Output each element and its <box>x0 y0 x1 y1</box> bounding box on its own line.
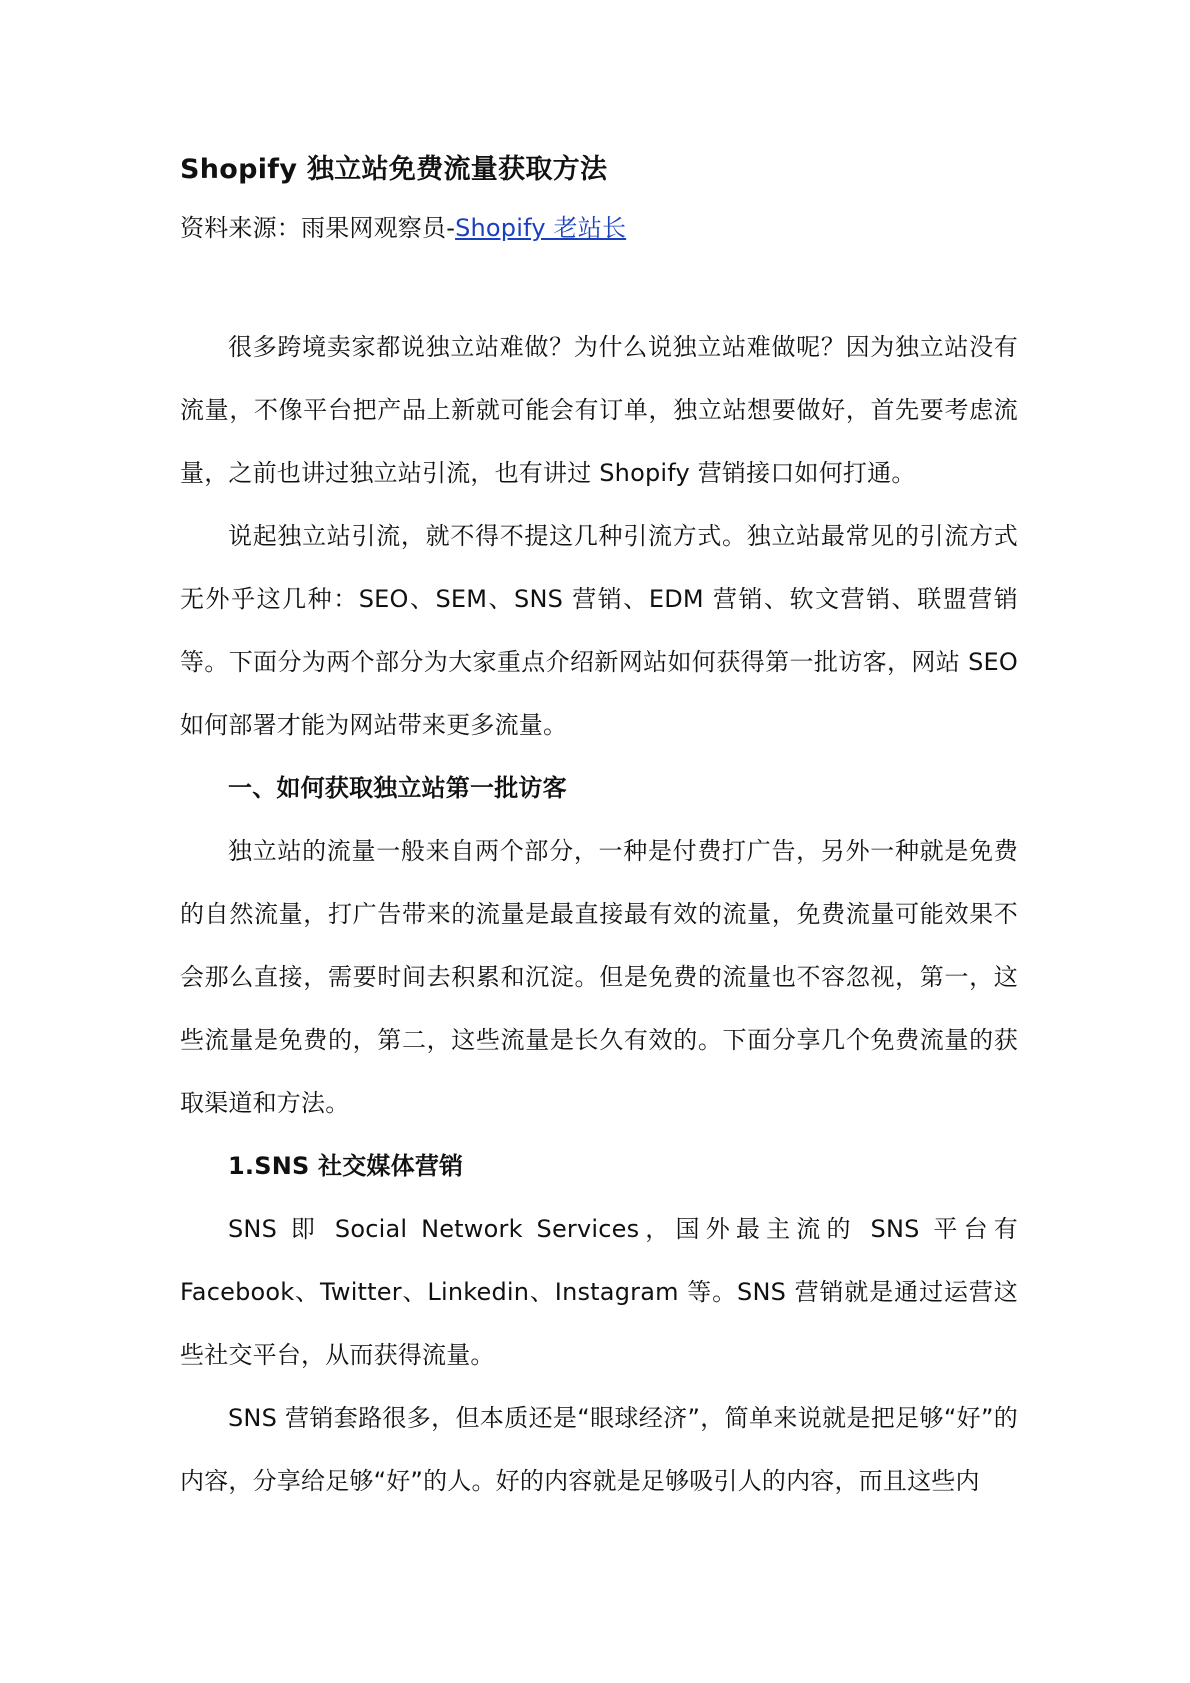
document-title: Shopify 独立站免费流量获取方法 <box>180 154 608 185</box>
source-prefix: 资料来源：雨果网观察员- <box>180 214 456 242</box>
section-heading-first-visitors: 一、如何获取独立站第一批访客 <box>228 774 567 802</box>
paragraph-intro: 很多跨境卖家都说独立站难做？为什么说独立站难做呢？因为独立站没有流量，不像平台把产品上新就可能会有订单，独立站想要做好，首先要考虑流量，之前也讲过独立站引流，也有讲过 Shopify 营销接口如何打通。 <box>180 333 1018 487</box>
source-line <box>180 210 1018 246</box>
subsection-heading-sns: 1.SNS 社交媒体营销 <box>228 1152 464 1180</box>
paragraph-traffic-sources: 独立站的流量一般来自两个部分，一种是付费打广告，另外一种就是免费的自然流量，打广告带来的流量是最直接最有效的流量，免费流量可能效果不会那么直接，需要时间去积累和沉淀。但是免费的流量也不容忽视，第一，这些流量是免费的，第二，这些流量是长久有效的。下面分享几个免费流量的获取渠道和方法。 <box>180 837 1018 1117</box>
paragraph-sns-strategy: SNS 营销套路很多，但本质还是“眼球经济”，简单来说就是把足够“好”的内容，分享给足够“好”的人。好的内容就是足够吸引人的内容，而且这些内 <box>180 1404 1018 1495</box>
paragraph-sns-definition: SNS 即 Social Network Services，国外最主流的 SNS 平台有 Facebook、Twitter、Linkedin、Instagram 等。SNS 营销就是通过运营这些社交平台，从而获得流量。 <box>180 1215 1018 1369</box>
document-content <box>180 150 1018 1513</box>
paragraph-traffic-methods: 说起独立站引流，就不得不提这几种引流方式。独立站最常见的引流方式无外乎这几种：SEO、SEM、SNS 营销、EDM 营销、软文营销、联盟营销等。下面分为两个部分为大家重点介绍新网站如何获得第一批访客，网站 SEO 如何部署才能为网站带来更多流量。 <box>180 522 1018 739</box>
source-author-link[interactable]: Shopify 老站长 <box>455 214 627 242</box>
